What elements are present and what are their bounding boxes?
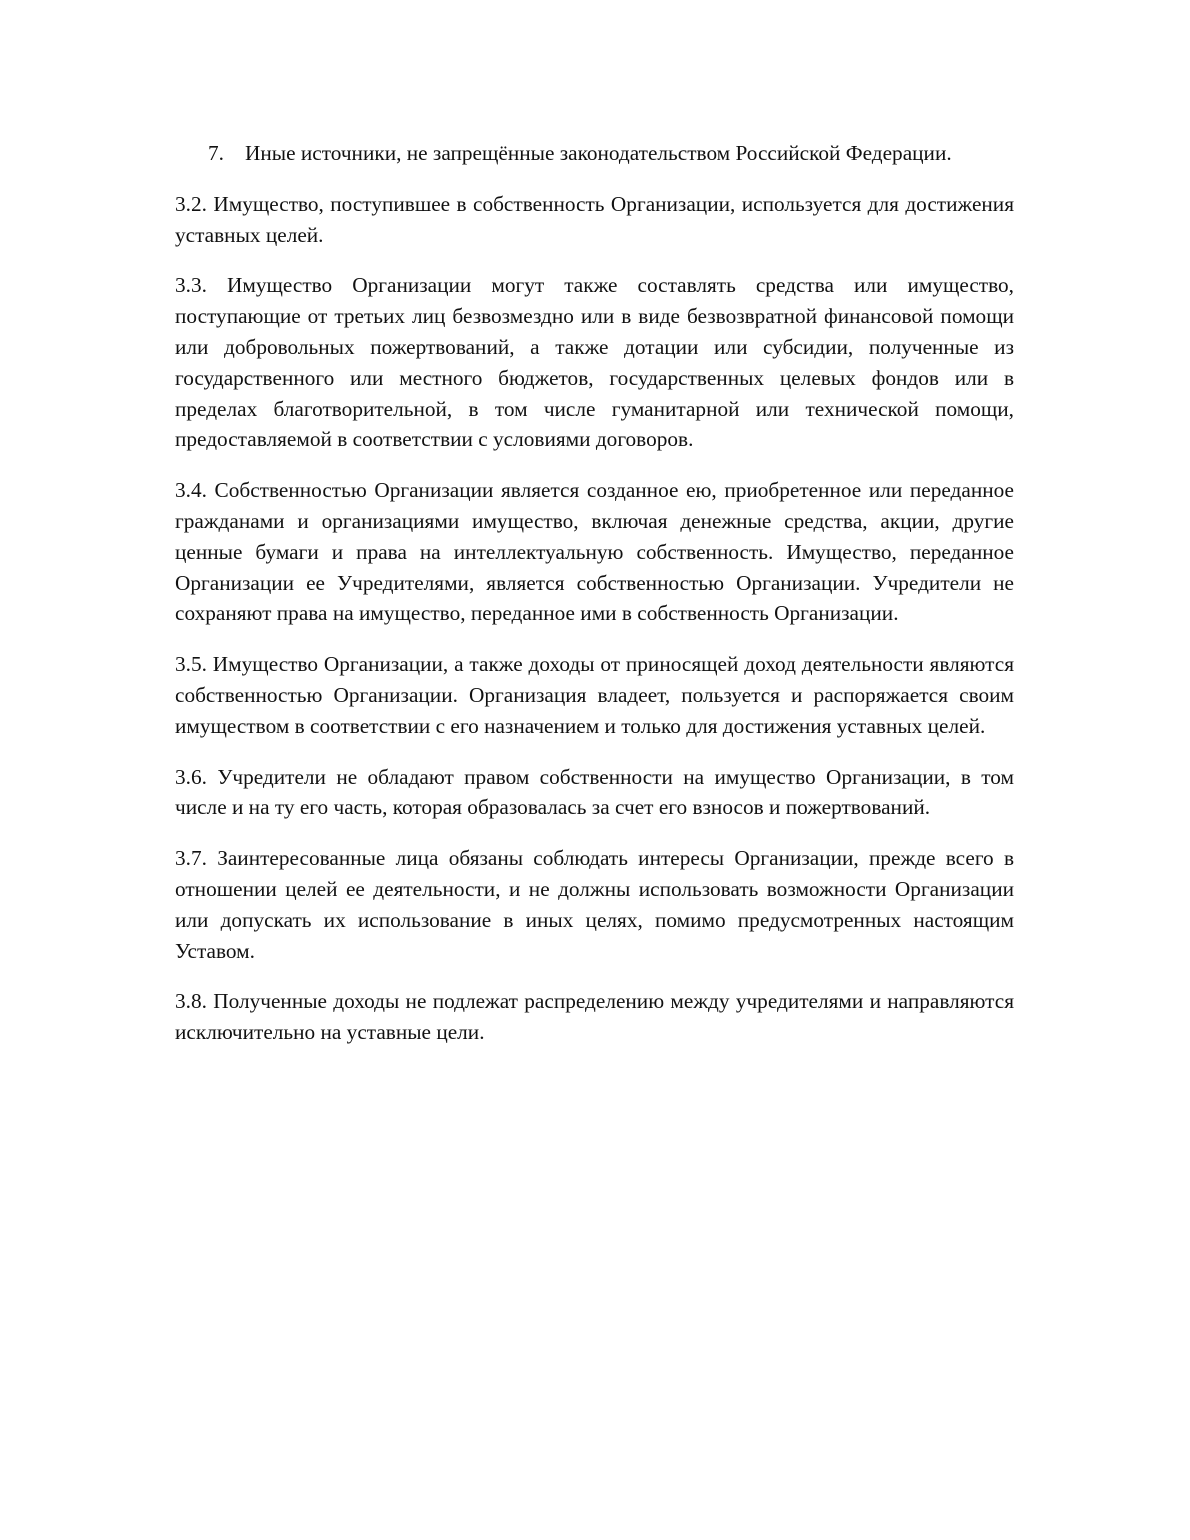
list-item xyxy=(208,138,1014,169)
paragraph-3-2: 3.2. Имущество, поступившее в собственность Организации, используется для достижения уставных целей. xyxy=(175,191,1014,247)
paragraph-3-3: 3.3. Имущество Организации могут также составлять средства или имущество, поступающие от третьих лиц безвозмездно или в виде безвозвратной финансовой помощи или добровольных пожертвований, а также дотации или субсидии, полученные из государственного или местного бюджетов, государственных целевых фондов или в пределах благотворительной, в том числе гуманитарной или технической помощи, предоставляемой в соответствии с условиями договоров. xyxy=(175,273,1014,452)
document-page xyxy=(175,138,1014,1068)
paragraph-3-4: 3.4. Собственностью Организации является созданное ею, приобретенное или переданное гражданами и организациями имущество, включая денежные средства, акции, другие ценные бумаги и права на интеллектуальную собственность. Имущество, переданное Организации ее Учредителями, является собственностью Организации. Учредители не сохраняют права на имущество, переданное ими в собственность Организации. xyxy=(175,478,1014,626)
paragraph-3-5: 3.5. Имущество Организации, а также доходы от приносящей доход деятельности являются собственностью Организации. Организация владеет, пользуется и распоряжается своим имуществом в соответствии с его назначением и только для достижения уставных целей. xyxy=(175,652,1014,738)
list-item-text: Иные источники, не запрещённые законодательством Российской Федерации. xyxy=(245,141,952,165)
list-item-number: 7. xyxy=(208,141,224,165)
paragraph-3-6: 3.6. Учредители не обладают правом собственности на имущество Организации, в том числе и на ту его часть, которая образовалась за счет его взносов и пожертвований. xyxy=(175,764,1014,820)
paragraph-3-8: 3.8. Полученные доходы не подлежат распределению между учредителями и направляются исключительно на уставные цели. xyxy=(175,989,1014,1045)
paragraph-3-7: 3.7. Заинтересованные лица обязаны соблюдать интересы Организации, прежде всего в отношении целей ее деятельности, и не должны использовать возможности Организации или допускать их использование в иных целях, помимо предусмотренных настоящим Уставом. xyxy=(175,846,1014,963)
